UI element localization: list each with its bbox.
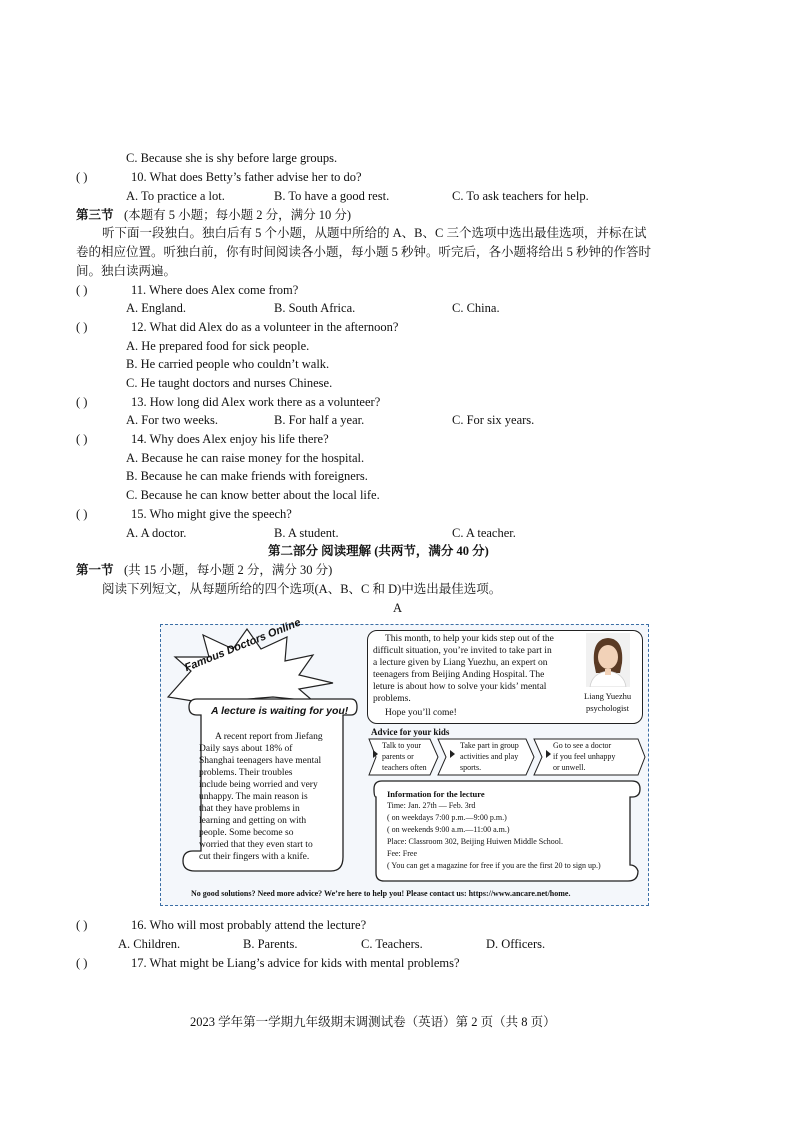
info-line: Fee: Free: [387, 849, 417, 858]
scroll-line: Shanghai teenagers have mental: [199, 756, 322, 766]
scroll-line: A recent report from Jiefang: [215, 732, 323, 742]
q14-stem: 14. Why does Alex enjoy his life there?: [131, 432, 329, 446]
info-line: Time: Jan. 27th — Feb. 3rd: [387, 801, 476, 810]
q12-option-c: C. He taught doctors and nurses Chinese.: [126, 376, 333, 390]
section3-title: 第三节: [76, 208, 114, 222]
scroll-line: unhappy. The main reason is: [199, 792, 308, 802]
q14-option-c: C. Because he can know better about the local life.: [126, 488, 380, 502]
scroll-line: that they have problems in: [199, 804, 300, 814]
q11-bracket[interactable]: ( ): [76, 283, 88, 297]
psychologist-role: psychologist: [586, 703, 629, 713]
info-line: Place: Classroom 302, Beijing Huiwen Middle School.: [387, 837, 563, 846]
invite-line: Hope you’ll come!: [385, 708, 457, 718]
q16-stem: 16. Who will most probably attend the lecture?: [131, 918, 367, 932]
psychologist-name: Liang Yuezhu: [584, 691, 632, 701]
section1-title: 第一节: [76, 563, 114, 577]
poster-footer: No good solutions? Need more advice? We’re here to help you! Please contact us: https://www.ancare.net/home.: [191, 889, 571, 898]
q16-option-d: D. Officers.: [486, 937, 546, 951]
q11-option-a: A. England.: [126, 301, 187, 315]
info-line: ( on weekends 9:00 a.m.—11:00 a.m.): [387, 825, 510, 834]
section3-instruction-line2: 卷的相应位置。听独白前，你有时间阅读各小题，每小题 5 秒钟。听完后，各小题将给出 5 秒钟的作答时: [76, 245, 652, 259]
q11-option-c: C. China.: [452, 301, 500, 315]
q17-bracket[interactable]: ( ): [76, 956, 88, 970]
section1-meta: (共 15 小题，每小题 2 分，满分 30 分): [124, 563, 333, 577]
q9-option-c: C. Because she is shy before large groups.: [126, 151, 338, 165]
q10-option-b: B. To have a good rest.: [274, 189, 390, 203]
advice-3-line: Go to see a doctor: [553, 741, 612, 750]
q16-option-c: C. Teachers.: [361, 937, 423, 951]
q13-option-a: A. For two weeks.: [126, 413, 219, 427]
q13-bracket[interactable]: ( ): [76, 395, 88, 409]
advice-3-line: if you feel unhappy: [553, 752, 616, 761]
q13-option-c: C. For six years.: [452, 413, 535, 427]
q10-stem: 10. What does Betty’s father advise her to do?: [131, 170, 362, 184]
poster: [160, 616, 649, 906]
invite-line: This month, to help your kids step out of the: [385, 634, 554, 644]
q11-option-b: B. South Africa.: [274, 301, 356, 315]
q10-bracket[interactable]: ( ): [76, 170, 88, 184]
invite-line: problems.: [373, 694, 411, 704]
info-line: ( on weekdays 7:00 p.m.—9:00 p.m.): [387, 813, 507, 822]
q15-option-b: B. A student.: [274, 526, 339, 540]
q15-bracket[interactable]: ( ): [76, 507, 88, 521]
section3-meta: (本题有 5 小题；每小题 2 分，满分 10 分): [124, 208, 352, 222]
invite-line: leture is about how to solve your kids’ mental: [373, 682, 547, 692]
banner-title: Famous Doctors Online: [183, 616, 303, 675]
q16-option-b: B. Parents.: [243, 937, 298, 951]
q12-option-b: B. He carried people who couldn’t walk.: [126, 357, 330, 371]
passage-letter: A: [393, 601, 403, 615]
invite-line: teenagers from Beijing Anding Hospital. The: [373, 670, 545, 680]
psychologist-photo: [586, 633, 630, 687]
q17-stem: 17. What might be Liang’s advice for kids with mental problems?: [131, 956, 460, 970]
info-line: ( You can get a magazine for free if you are the first 20 to sign up.): [387, 861, 601, 870]
section1-instruction: 阅读下列短文，从每题所给的四个选项(A、B、C 和 D)中选出最佳选项。: [102, 582, 502, 596]
info-title: Information for the lecture: [387, 789, 485, 799]
q15-option-a: A. A doctor.: [126, 526, 187, 540]
scroll-line: problems. Their troubles: [199, 768, 293, 778]
scroll-line: cut their fingers with a knife.: [199, 852, 310, 862]
scroll-line: learning and getting on with: [199, 816, 307, 826]
q12-stem: 12. What did Alex do as a volunteer in the afternoon?: [131, 320, 399, 334]
advice-2-line: activities and play: [460, 752, 519, 761]
q13-option-b: B. For half a year.: [274, 413, 365, 427]
section3-instruction-line1: 听下面一段独白。独白后有 5 个小题，从题中所给的 A、B、C 三个选项中选出最佳选项，并标在试: [102, 226, 647, 240]
scroll-line: people. Some become so: [199, 828, 294, 838]
page-footer: 2023 学年第一学期九年级期末调测试卷（英语）第 2 页（共 8 页）: [190, 1015, 556, 1029]
scroll-line: worried that they even start to: [199, 840, 313, 850]
scroll-title: A lecture is waiting for you!: [211, 705, 349, 717]
q15-stem: 15. Who might give the speech?: [131, 507, 292, 521]
advice-2-line: sports.: [460, 763, 482, 772]
q11-stem: 11. Where does Alex come from?: [131, 283, 299, 297]
invite-line: difficult situation, you’re invited to take part in: [373, 646, 552, 656]
q12-bracket[interactable]: ( ): [76, 320, 88, 334]
q16-option-a: A. Children.: [118, 937, 181, 951]
advice-1-line: parents or: [382, 752, 414, 761]
scroll-line: include being worried and very: [199, 780, 318, 790]
q14-bracket[interactable]: ( ): [76, 432, 88, 446]
q15-option-c: C. A teacher.: [452, 526, 516, 540]
advice-title: Advice for your kids: [371, 727, 450, 737]
q14-option-b: B. Because he can make friends with foreigners.: [126, 469, 368, 483]
scroll-line: Daily says about 18% of: [199, 744, 293, 754]
advice-1-line: Talk to your: [382, 741, 421, 750]
part2-title: 第二部分 阅读理解 (共两节，满分 40 分): [268, 544, 489, 558]
q12-option-a: A. He prepared food for sick people.: [126, 339, 310, 353]
advice-1-line: teachers often: [382, 763, 427, 772]
invite-line: a lecture given by Liang Yuezhu, an expert on: [373, 658, 548, 668]
q16-bracket[interactable]: ( ): [76, 918, 88, 932]
advice-2-line: Take part in group: [460, 741, 519, 750]
q13-stem: 13. How long did Alex work there as a volunteer?: [131, 395, 381, 409]
section3-instruction-line3: 间。独白读两遍。: [76, 264, 177, 278]
advice-3-line: or unwell.: [553, 763, 586, 772]
q10-option-c: C. To ask teachers for help.: [452, 189, 589, 203]
q14-option-a: A. Because he can raise money for the hospital.: [126, 451, 365, 465]
q10-option-a: A. To practice a lot.: [126, 189, 225, 203]
